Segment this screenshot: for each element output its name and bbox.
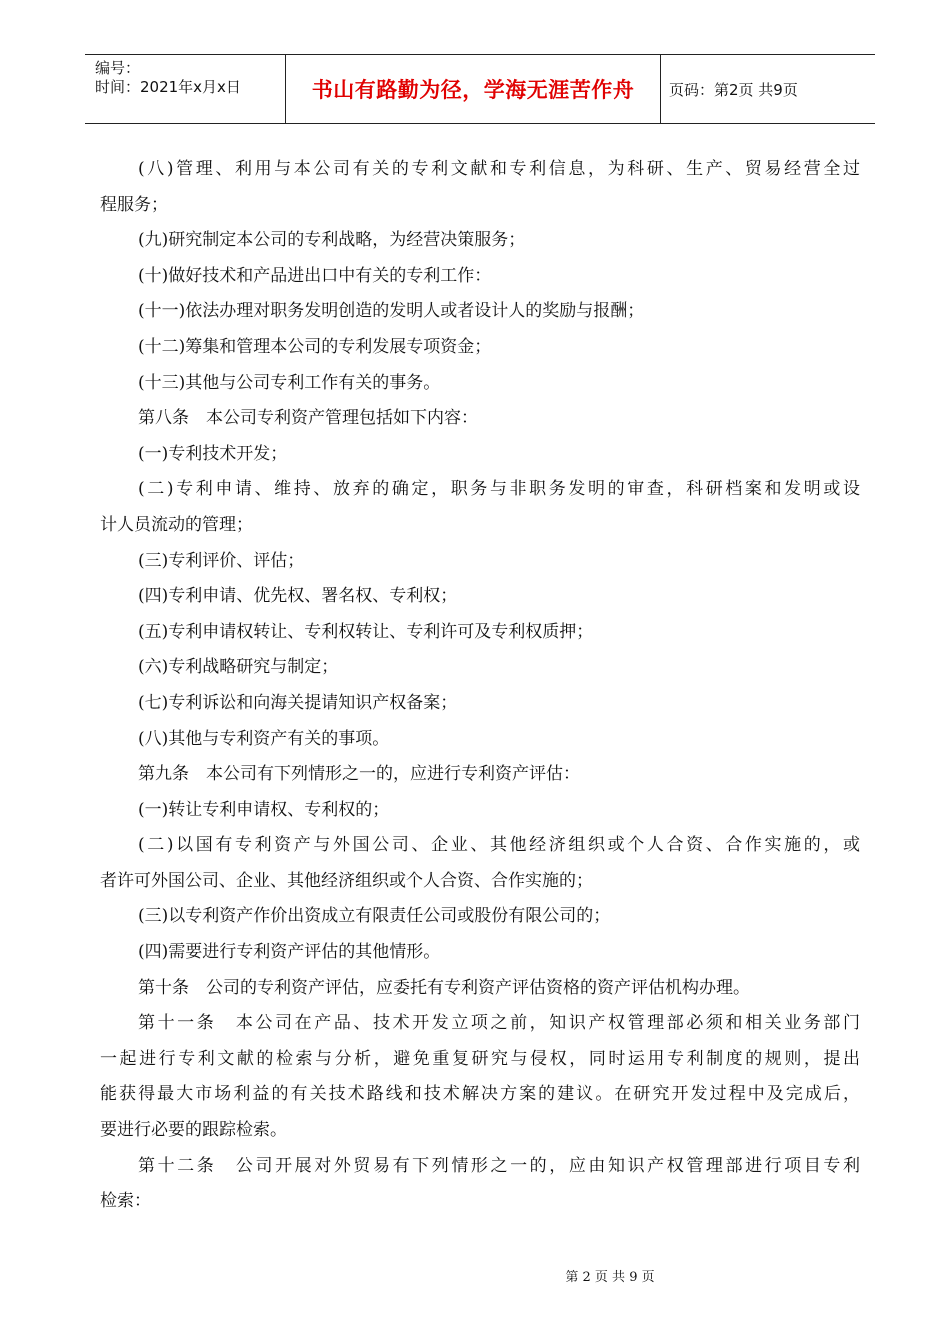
body-line: (十三)其他与公司专利工作有关的事务。: [138, 372, 441, 393]
body-line: (三)以专利资产作价出资成立有限责任公司或股份有限公司的；: [138, 906, 611, 927]
document-body: [100, 152, 860, 1220]
body-line: 者许可外国公司、企业、其他经济组织或个人合资、合作实施的；: [100, 870, 593, 891]
article-heading-9: 第九条 本公司有下列情形之一的，应进行专利资产评估：: [138, 764, 580, 785]
body-line: 一起进行专利文献的检索与分析，避免重复研究与侵权，同时运用专利制度的规则，提出: [100, 1048, 860, 1069]
page-header: [85, 54, 875, 124]
document-number-label: 编号：: [95, 59, 141, 77]
header-meta: [85, 55, 285, 123]
article-heading-10: 第十条 公司的专利资产评估，应委托有专利资产评估资格的资产评估机构办理。: [138, 977, 750, 998]
body-line: (十二)筹集和管理本公司的专利发展专项资金；: [138, 336, 492, 357]
body-line: (一)专利技术开发；: [138, 443, 288, 464]
body-line: (九)研究制定本公司的专利战略，为经营决策服务；: [138, 230, 526, 251]
document-time: 时间：2021年x月x日: [95, 78, 241, 96]
article-heading-8: 第八条 本公司专利资产管理包括如下内容：: [138, 408, 478, 429]
body-line: (四)需要进行专利资产评估的其他情形。: [138, 942, 441, 963]
body-line: 检索：: [100, 1191, 151, 1212]
body-line: (二)以国有专利资产与外国公司、企业、其他经济组织或个人合资、合作实施的，或: [138, 835, 860, 856]
body-line: (八)管理、利用与本公司有关的专利文献和专利信息，为科研、生产、贸易经营全过: [138, 159, 860, 179]
body-line: (五)专利申请权转让、专利权转让、专利许可及专利权质押；: [138, 621, 594, 642]
header-motto-cell: [285, 55, 661, 123]
body-line: (十一)依法办理对职务发明创造的发明人或者设计人的奖励与报酬；: [138, 301, 645, 322]
body-line: (四)专利申请、优先权、署名权、专利权；: [138, 586, 458, 607]
article-heading-11: 第十一条 本公司在产品、技术开发立项之前，知识产权管理部必须和相关业务部门: [138, 1013, 860, 1034]
body-line: 程服务；: [100, 194, 168, 215]
body-line: (六)专利战略研究与制定；: [138, 657, 339, 678]
page-footer: [0, 1266, 950, 1285]
body-line: (七)专利诉讼和向海关提请知识产权备案；: [138, 692, 458, 713]
body-line: 能获得最大市场利益的有关技术路线和技术解决方案的建议。在研究开发过程中及完成后，: [100, 1084, 860, 1105]
body-line: (三)专利评价、评估；: [138, 550, 305, 571]
body-line: 计人员流动的管理；: [100, 514, 253, 535]
body-line: (一)转让专利申请权、专利权的；: [138, 799, 390, 820]
header-page-info: 页码：第2页 共9页: [669, 80, 798, 99]
body-line: (八)其他与专利资产有关的事项。: [138, 728, 390, 749]
header-motto: 书山有路勤为径，学海无涯苦作舟: [311, 78, 635, 102]
body-line: 要进行必要的跟踪检索。: [100, 1120, 287, 1141]
footer-page-number: 第 2 页 共 9 页: [565, 1270, 655, 1285]
body-line: (二)专利申请、维持、放弃的确定，职务与非职务发明的审查，科研档案和发明或设: [138, 479, 860, 500]
body-line: (十)做好技术和产品进出口中有关的专利工作：: [138, 265, 492, 286]
article-heading-12: 第十二条 公司开展对外贸易有下列情形之一的，应由知识产权管理部进行项目专利: [138, 1155, 860, 1176]
